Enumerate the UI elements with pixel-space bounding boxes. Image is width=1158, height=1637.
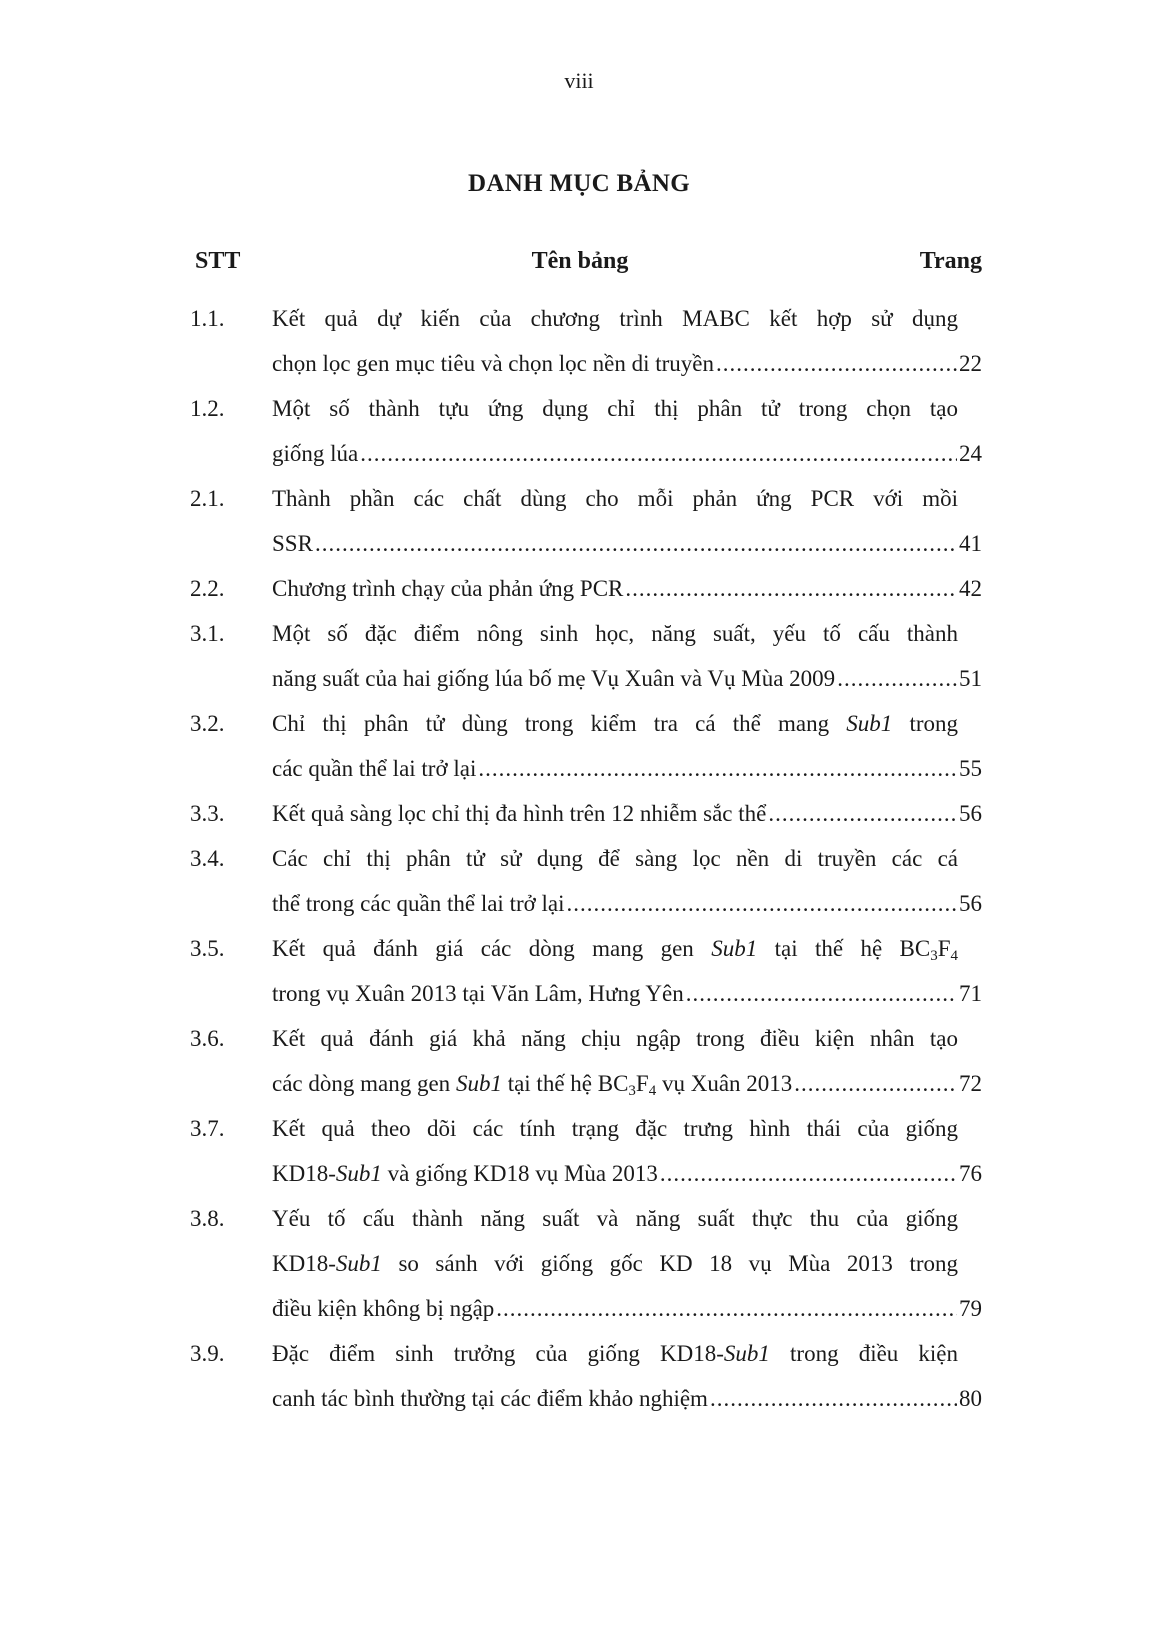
dot-leader — [478, 746, 957, 791]
entry-title-line: các quần thể lai trở lại — [272, 756, 477, 781]
entry-title-line: Một số đặc điểm nông sinh học, năng suất, yếu tố cấu thành — [272, 621, 958, 646]
entry-title-line: Chương trình chạy của phản ứng PCR — [272, 576, 624, 601]
entry-page: 55 — [959, 756, 982, 781]
toc-entry[interactable] — [0, 386, 1158, 476]
entry-page: 22 — [959, 351, 982, 376]
entry-title-line: giống lúa — [272, 441, 359, 466]
dot-leader — [716, 341, 957, 386]
entry-title-line: trong vụ Xuân 2013 tại Văn Lâm, Hưng Yên — [272, 981, 684, 1006]
entry-title-line: KD18-Sub1 và giống KD18 vụ Mùa 2013 — [272, 1161, 658, 1186]
toc-entry[interactable] — [0, 836, 1158, 926]
gene-name: Sub1 — [335, 1161, 382, 1186]
dot-leader — [837, 656, 957, 701]
dot-leader — [315, 521, 957, 566]
entry-page: 42 — [959, 576, 982, 601]
entry-number: 3.3. — [190, 801, 225, 826]
gene-name: Sub1 — [846, 711, 893, 736]
entry-page: 56 — [959, 801, 982, 826]
gene-name: Sub1 — [455, 1071, 502, 1096]
column-header-stt: STT — [195, 248, 241, 274]
toc-entry[interactable] — [0, 476, 1158, 566]
toc-entry[interactable] — [0, 1331, 1158, 1421]
dot-leader — [660, 1151, 957, 1196]
entry-number: 1.1. — [190, 306, 225, 331]
dot-leader — [360, 431, 957, 476]
page-title: DANH MỤC BẢNG — [468, 170, 690, 197]
toc-entry[interactable] — [0, 1196, 1158, 1331]
entry-title-line: Kết quả dự kiến của chương trình MABC kết hợp sử dụng — [272, 306, 958, 331]
column-header-name: Tên bảng — [531, 248, 629, 274]
column-header-page: Trang — [919, 248, 982, 274]
toc-entry[interactable] — [0, 296, 1158, 386]
toc-entry[interactable] — [0, 926, 1158, 1016]
entry-number: 3.8. — [190, 1206, 225, 1231]
entry-number: 3.2. — [190, 711, 225, 736]
entry-title-line: Thành phần các chất dùng cho mỗi phản ứng PCR với mồi — [272, 486, 958, 511]
toc-entry[interactable] — [0, 1016, 1158, 1106]
entry-page: 51 — [959, 666, 982, 691]
entry-page: 76 — [959, 1161, 982, 1186]
entry-page: 71 — [959, 981, 982, 1006]
entry-title-line: chọn lọc gen mục tiêu và chọn lọc nền di truyền — [272, 351, 714, 376]
entry-number: 2.1. — [190, 486, 225, 511]
entry-page: 80 — [959, 1386, 982, 1411]
dot-leader — [686, 971, 957, 1016]
table-header — [0, 248, 1158, 282]
entry-page: 72 — [959, 1071, 982, 1096]
entry-number: 3.9. — [190, 1341, 225, 1366]
gene-name: Sub1 — [335, 1251, 382, 1276]
dot-leader — [625, 566, 957, 611]
page-number: viii — [564, 68, 594, 93]
entry-page: 41 — [959, 531, 982, 556]
entry-title-line: Kết quả đánh giá các dòng mang gen Sub1 tại thế hệ $BC_3F_4$ — [272, 936, 958, 964]
entry-title-line: Chỉ thị phân tử dùng trong kiểm tra cá thể mang Sub1 trong — [272, 711, 958, 736]
toc-entry[interactable] — [0, 611, 1158, 701]
entry-page: 56 — [959, 891, 982, 916]
entry-title-line: Kết quả theo dõi các tính trạng đặc trưng hình thái của giống — [272, 1116, 958, 1141]
entry-page: 79 — [959, 1296, 982, 1321]
entry-title-line: Các chỉ thị phân tử sử dụng để sàng lọc nền di truyền các cá — [272, 846, 958, 871]
toc-entry[interactable] — [0, 701, 1158, 791]
entry-number: 3.4. — [190, 846, 225, 871]
entry-number: 2.2. — [190, 576, 225, 601]
entry-title-line: các dòng mang gen Sub1 tại thế hệ $BC_3F_4$ vụ Xuân 2013 — [272, 1071, 793, 1099]
entry-title-line: Kết quả sàng lọc chỉ thị đa hình trên 12 nhiễm sắc thể — [272, 801, 767, 826]
dot-leader — [710, 1376, 957, 1421]
entry-title-line: năng suất của hai giống lúa bố mẹ Vụ Xuân và Vụ Mùa 2009 — [272, 666, 836, 691]
dot-leader — [496, 1286, 957, 1331]
entry-number: 3.6. — [190, 1026, 225, 1051]
table-of-tables — [0, 296, 1158, 1421]
entry-title-line: Kết quả đánh giá khả năng chịu ngập trong điều kiện nhân tạo — [272, 1026, 958, 1051]
entry-title-line: Một số thành tựu ứng dụng chỉ thị phân tử trong chọn tạo — [272, 396, 958, 421]
gene-name: Sub1 — [711, 936, 758, 961]
entry-title-line: canh tác bình thường tại các điểm khảo nghiệm — [272, 1386, 708, 1411]
dot-leader — [794, 1061, 957, 1106]
dot-leader — [567, 881, 957, 926]
entry-number: 3.1. — [190, 621, 225, 646]
gene-name: Sub1 — [723, 1341, 770, 1366]
entry-title-line: Đặc điểm sinh trưởng của giống KD18-Sub1 trong điều kiện — [272, 1341, 958, 1366]
entry-title-line: thể trong các quần thể lai trở lại — [272, 891, 565, 916]
entry-number: 3.5. — [190, 936, 225, 961]
dot-leader — [768, 791, 957, 836]
entry-title-line: KD18-Sub1 so sánh với giống gốc KD 18 vụ Mùa 2013 trong — [272, 1251, 958, 1276]
entry-number: 3.7. — [190, 1116, 225, 1141]
entry-title-line: điều kiện không bị ngập — [272, 1296, 495, 1321]
entry-title-line: Yếu tố cấu thành năng suất và năng suất thực thu của giống — [272, 1206, 958, 1231]
toc-entry[interactable] — [0, 791, 1158, 836]
toc-entry[interactable] — [0, 1106, 1158, 1196]
entry-page: 24 — [959, 441, 982, 466]
entry-title-line: SSR — [272, 531, 313, 556]
toc-entry[interactable] — [0, 566, 1158, 611]
entry-number: 1.2. — [190, 396, 225, 421]
